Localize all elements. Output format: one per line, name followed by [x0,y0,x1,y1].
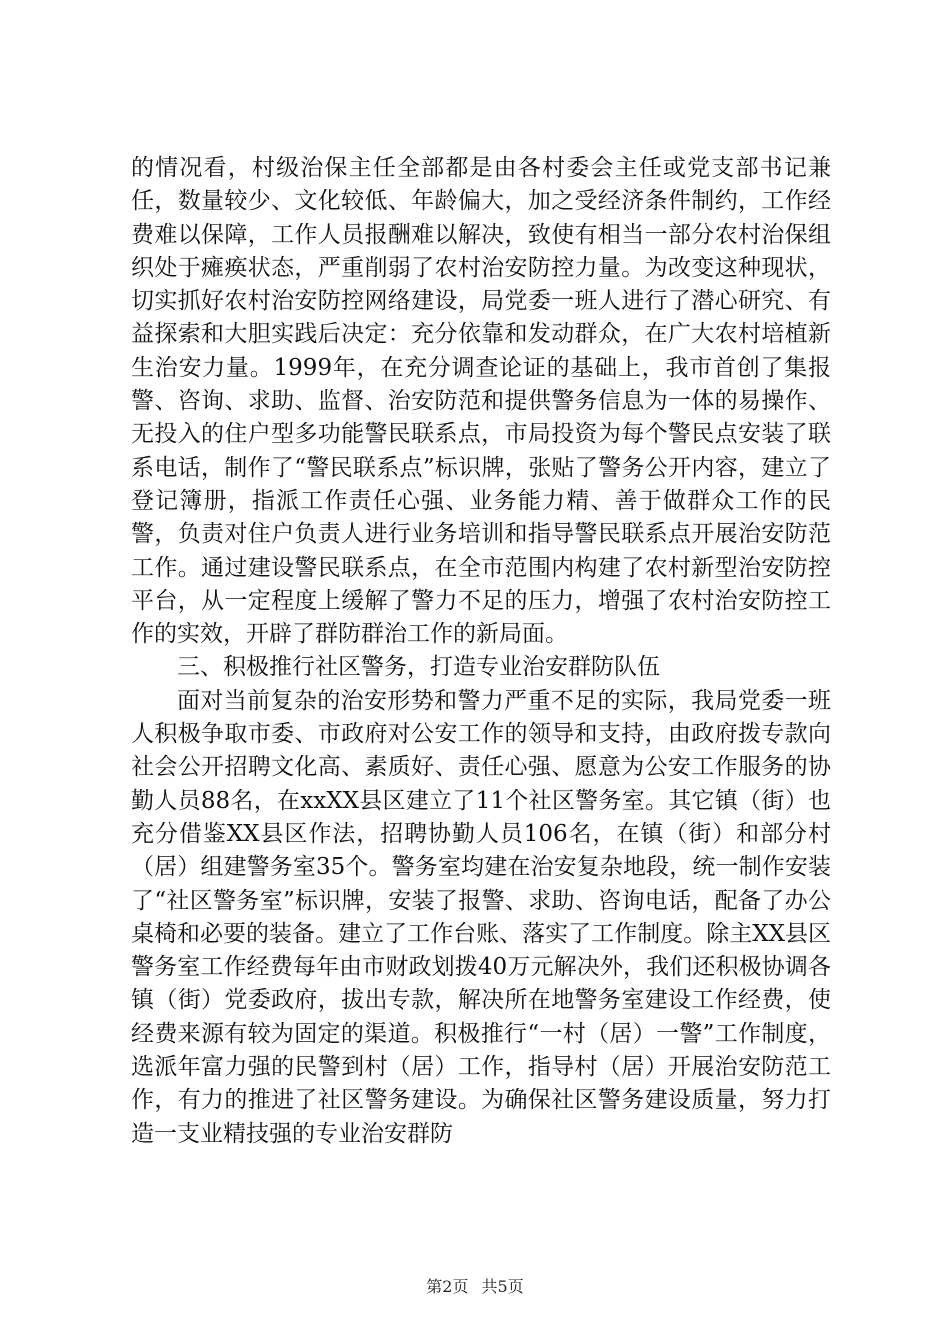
page-number-current: 第2页 [426,1277,469,1296]
document-body [131,152,831,1151]
body-paragraph-continued: 的情况看，村级治保主任全部都是由各村委会主任或党支部书记兼任，数量较少、文化较低、年龄偏大，加之受经济条件制约，工作经费难以保障，工作人员报酬难以解决，致使有相当一部分农村治保组织处于瘫痪状态，严重削弱了农村治安防控力量。为改变这种现状，切实抓好农村治安防控网络建设，局党委一班人进行了潜心研究、有益探索和大胆实践后决定：充分依靠和发动群众，在广大农村培植新生治安力量。1999年，在充分调查论证的基础上，我市首创了集报警、咨询、求助、监督、治安防范和提供警务信息为一体的易操作、无投入的住户型多功能警民联系点，市局投资为每个警民点安装了联系电话，制作了“警民联系点”标识牌，张贴了警务公开内容，建立了登记簿册，指派工作责任心强、业务能力精、善于做群众工作的民警，负责对住户负责人进行业务培训和指导警民联系点开展治安防范工作。通过建设警民联系点，在全市范围内构建了农村新型治安防控平台，从一定程度上缓解了警力不足的压力，增强了农村治安防控工作的实效，开辟了群防群治工作的新局面。 [131,155,831,648]
page-number-total: 共5页 [481,1277,524,1296]
section-heading: 三、积极推行社区警务，打造专业治安群防队伍 [177,654,660,681]
body-paragraph: 面对当前复杂的治安形势和警力严重不足的实际，我局党委一班人积极争取市委、市政府对公安工作的领导和支持，由政府拨专款向社会公开招聘文化高、素质好、责任心强、愿意为公安工作服务的协勤人员88名，在xxXX县区建立了11个社区警务室。其它镇（街）也充分借鉴XX县区作法，招聘协勤人员106名，在镇（街）和部分村（居）组建警务室35个。警务室均建在治安复杂地段，统一制作安装了“社区警务室”标识牌，安装了报警、求助、咨询电话，配备了办公桌椅和必要的装备。建立了工作台账、落实了工作制度。除主XX县区警务室工作经费每年由市财政划拨40万元解决外，我们还积极协调各镇（街）党委政府，拔出专款，解决所在地警务室建设工作经费，使经费来源有较为固定的渠道。积极推行“一村（居）一警”工作制度，选派年富力强的民警到村（居）工作，指导村（居）开展治安防范工作，有力的推进了社区警务建设。为确保社区警务建设质量，努力打造一支业精技强的专业治安群防 [131,687,831,1147]
page-footer [0,1274,950,1297]
